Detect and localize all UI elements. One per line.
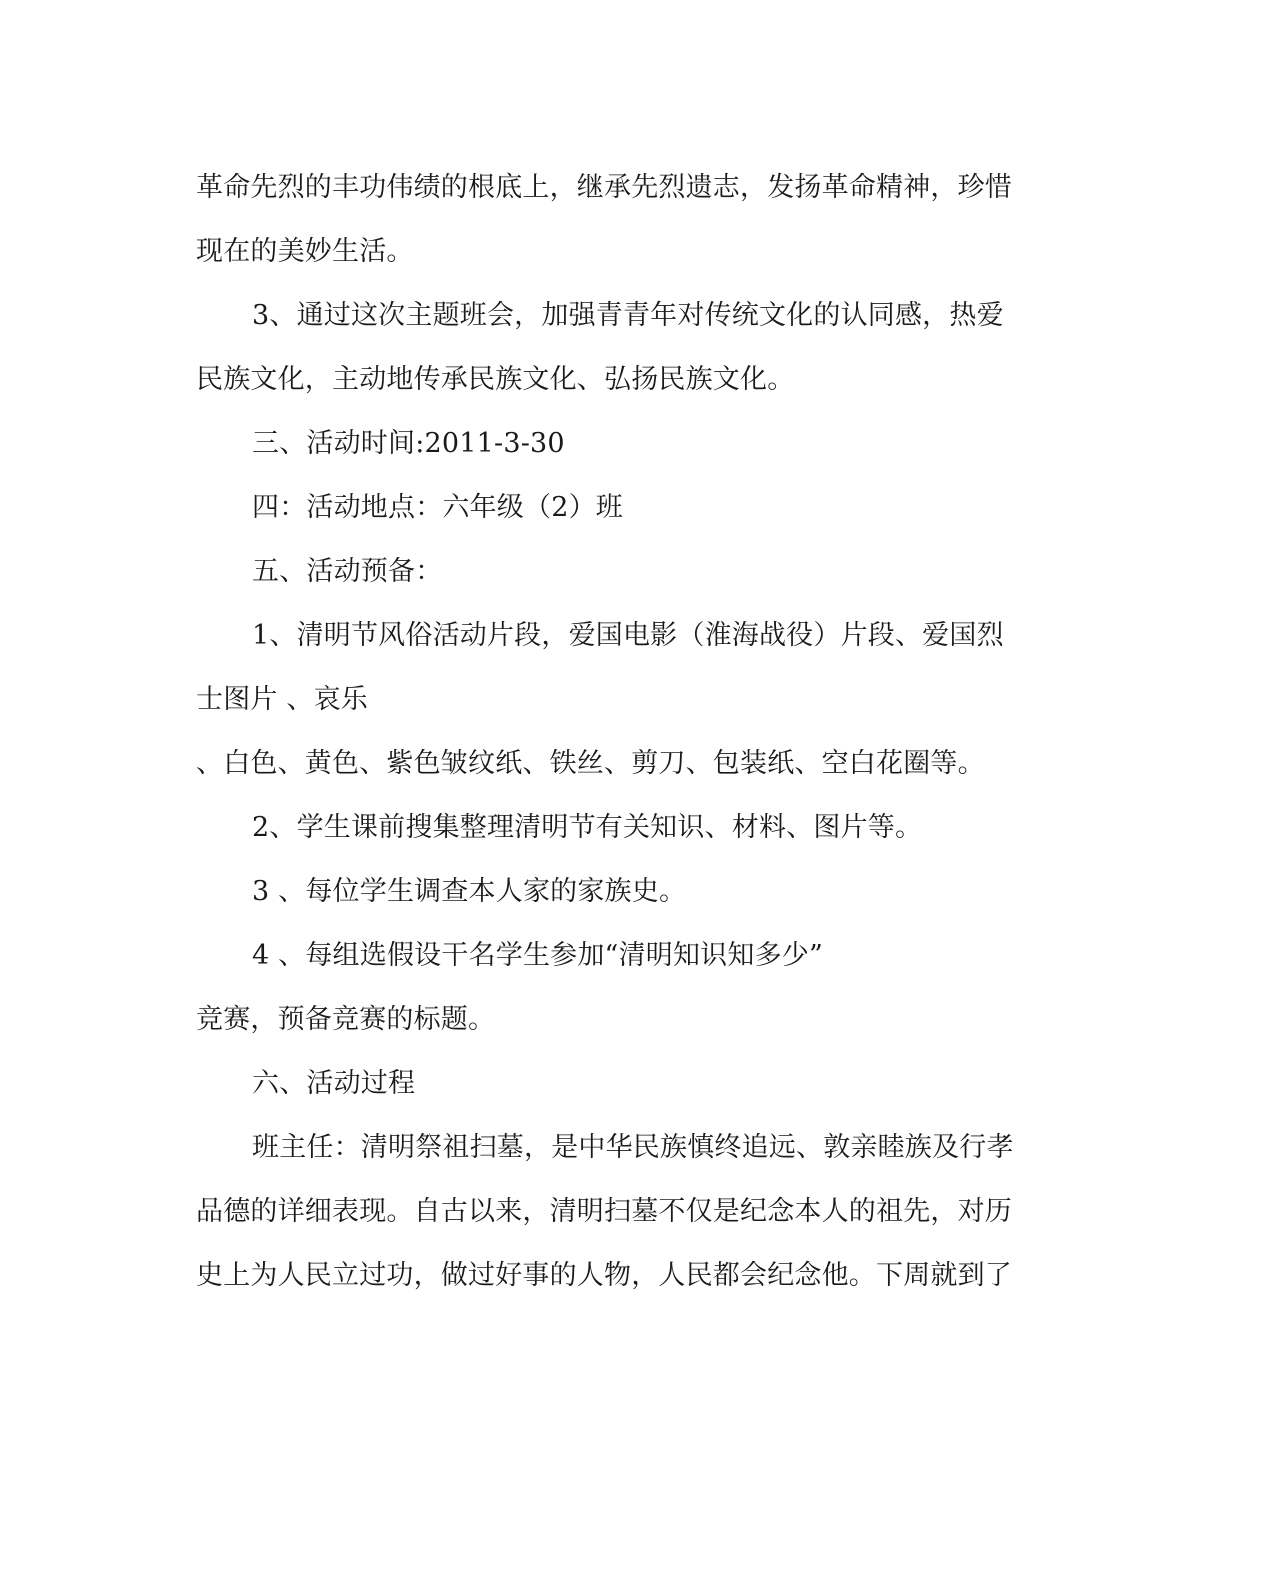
section-heading: 五、活动预备： xyxy=(252,556,443,587)
text-line: 2、学生课前搜集整理清明节有关知识、材料、图片等。 xyxy=(252,812,923,843)
text-line: 班主任：清明祭祖扫墓，是中华民族慎终追远、敦亲睦族及行孝 xyxy=(252,1132,1014,1163)
text-line: 4 、每组选假设干名学生参加“清明知识知多少” xyxy=(252,940,823,971)
text-line: 竞赛，预备竞赛的标题。 xyxy=(196,1004,496,1035)
text-line: 革命先烈的丰功伟绩的根底上，继承先烈遗志，发扬革命精神，珍惜 xyxy=(196,172,1012,203)
text-line: 现在的美妙生活。 xyxy=(196,236,414,267)
text-line: 3 、每位学生调查本人家的家族史。 xyxy=(252,876,687,907)
text-line: 、白色、黄色、紫色皱纹纸、铁丝、剪刀、包装纸、空白花圈等。 xyxy=(196,748,985,779)
section-heading: 六、活动过程 xyxy=(252,1068,416,1099)
section-heading: 三、活动时间:2011-3-30 xyxy=(252,428,565,459)
text-line: 3、通过这次主题班会，加强青青年对传统文化的认同感，热爱 xyxy=(252,300,1004,331)
text-line: 士图片 、哀乐 xyxy=(196,684,368,715)
text-line: 民族文化，主动地传承民族文化、弘扬民族文化。 xyxy=(196,364,795,395)
section-heading: 四：活动地点：六年级（2）班 xyxy=(252,492,623,523)
text-line: 史上为人民立过功，做过好事的人物，人民都会纪念他。下周就到了 xyxy=(196,1260,1012,1291)
text-line: 1、清明节风俗活动片段，爱国电影（淮海战役）片段、爱国烈 xyxy=(252,620,1004,651)
text-line: 品德的详细表现。自古以来，清明扫墓不仅是纪念本人的祖先，对历 xyxy=(196,1196,1012,1227)
